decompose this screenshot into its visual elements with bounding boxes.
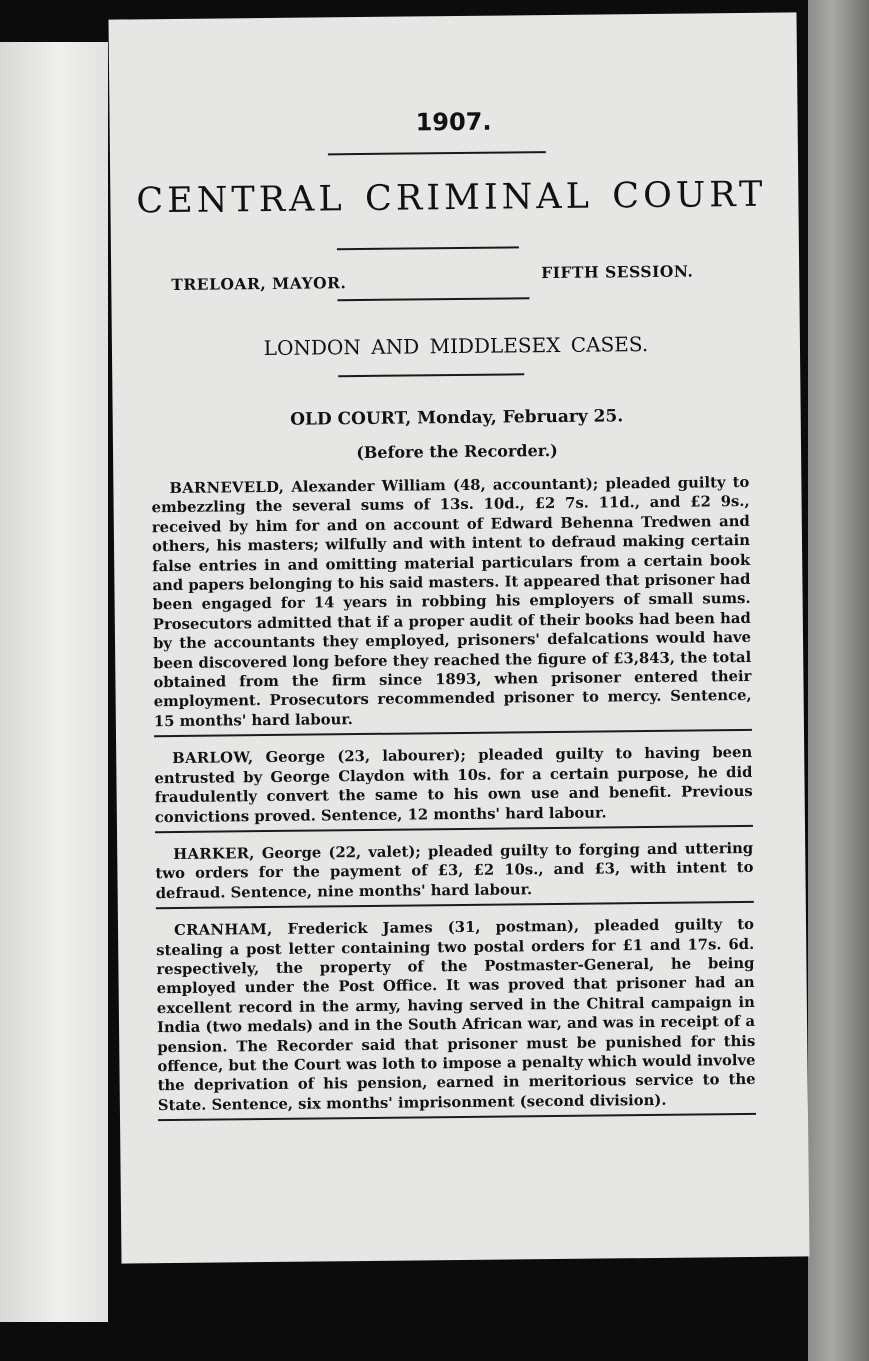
divider-rule [337,246,519,250]
before-judge-line: (Before the Recorder.) [356,440,558,463]
court-title-word: CRIMINAL [364,176,594,219]
court-title [136,175,766,222]
divider-rule [337,297,529,301]
case-defendant-name: BARLOW, [172,749,254,768]
case-list [151,473,756,1133]
divider-rule [338,373,524,377]
case-defendant-name: CRANHAM, [173,921,273,940]
court-title-word: COURT [612,174,767,217]
case-text: George (22, valet); pleaded guilty to forging and uttering two orders for the payment of £3, £2 10s., and £3, with intent to defraud. Sentence, nine months' hard labour. [155,839,754,902]
session-line: FIFTH SESSION. [541,261,694,283]
case-entry [154,743,753,833]
year-heading: 1907. [415,107,492,137]
case-defendant-name: BARNEVELD, [169,478,285,498]
divider-rule [328,151,546,155]
case-entry [155,839,754,909]
case-defendant-name: HARKER, [173,845,255,863]
document-page [109,12,810,1263]
case-entry [151,473,752,738]
case-text: George (23, labourer); pleaded guilty to having been entrusted by George Claydon with 10s. for a certain purpose, he did fraudulently convert the same to his own use and benefit. Previous convictions proved. Sentence, 12 months' hard labour. [154,744,753,826]
case-text: Frederick James (31, postman), pleaded guilty to stealing a post letter containing two postal orders for £1 and 17s. 6d. respectively, the property of the Postmaster-General, he being employed under the Post Office. It was proved that prisoner had an excellent record in the army, having served in the Chitral campaign in India (two medals) and in the South African war, and was in receipt of a pension. The Recorder said that prisoner must be punished for this offence, but the Court was loth to impose a penalty which would involve the deprivation of his pension, earned in meritorious service to the State. Sentence, six months' imprisonment (second division). [156,916,756,1114]
facing-page [0,42,108,1322]
book-edge [808,0,869,1361]
cases-heading: LONDON AND MIDDLESEX CASES. [263,332,649,361]
case-entry [156,915,756,1121]
mayor-line: TRELOAR, MAYOR. [171,273,347,294]
case-text: Alexander William (48, accountant); pleaded guilty to embezzling the several sums of 13s. 10d., £2 7s. 11d., and £2 9s., received by him for and on account of Edward Behenna Tredwen and others, his masters; wilfully and with intent to defraud making certain false entries in and omitting material particulars from a certain book and papers belonging to his said masters. It appeared that prisoner had been engaged for 14 years in robbing his employers of small sums. Prosecutors admitted that if a proper audit of their books had been had by the accountants they employed, prisoners' defalcations would have been discovered long before they reached the figure of £3,843, the total obtained from the firm since 1893, when prisoner entered their employment. Prosecutors recommended prisoner to mercy. Sentence, 15 months' hard labour. [151,473,752,731]
court-title-word: CENTRAL [136,179,346,222]
court-date-line: OLD COURT, Monday, February 25. [290,406,624,430]
